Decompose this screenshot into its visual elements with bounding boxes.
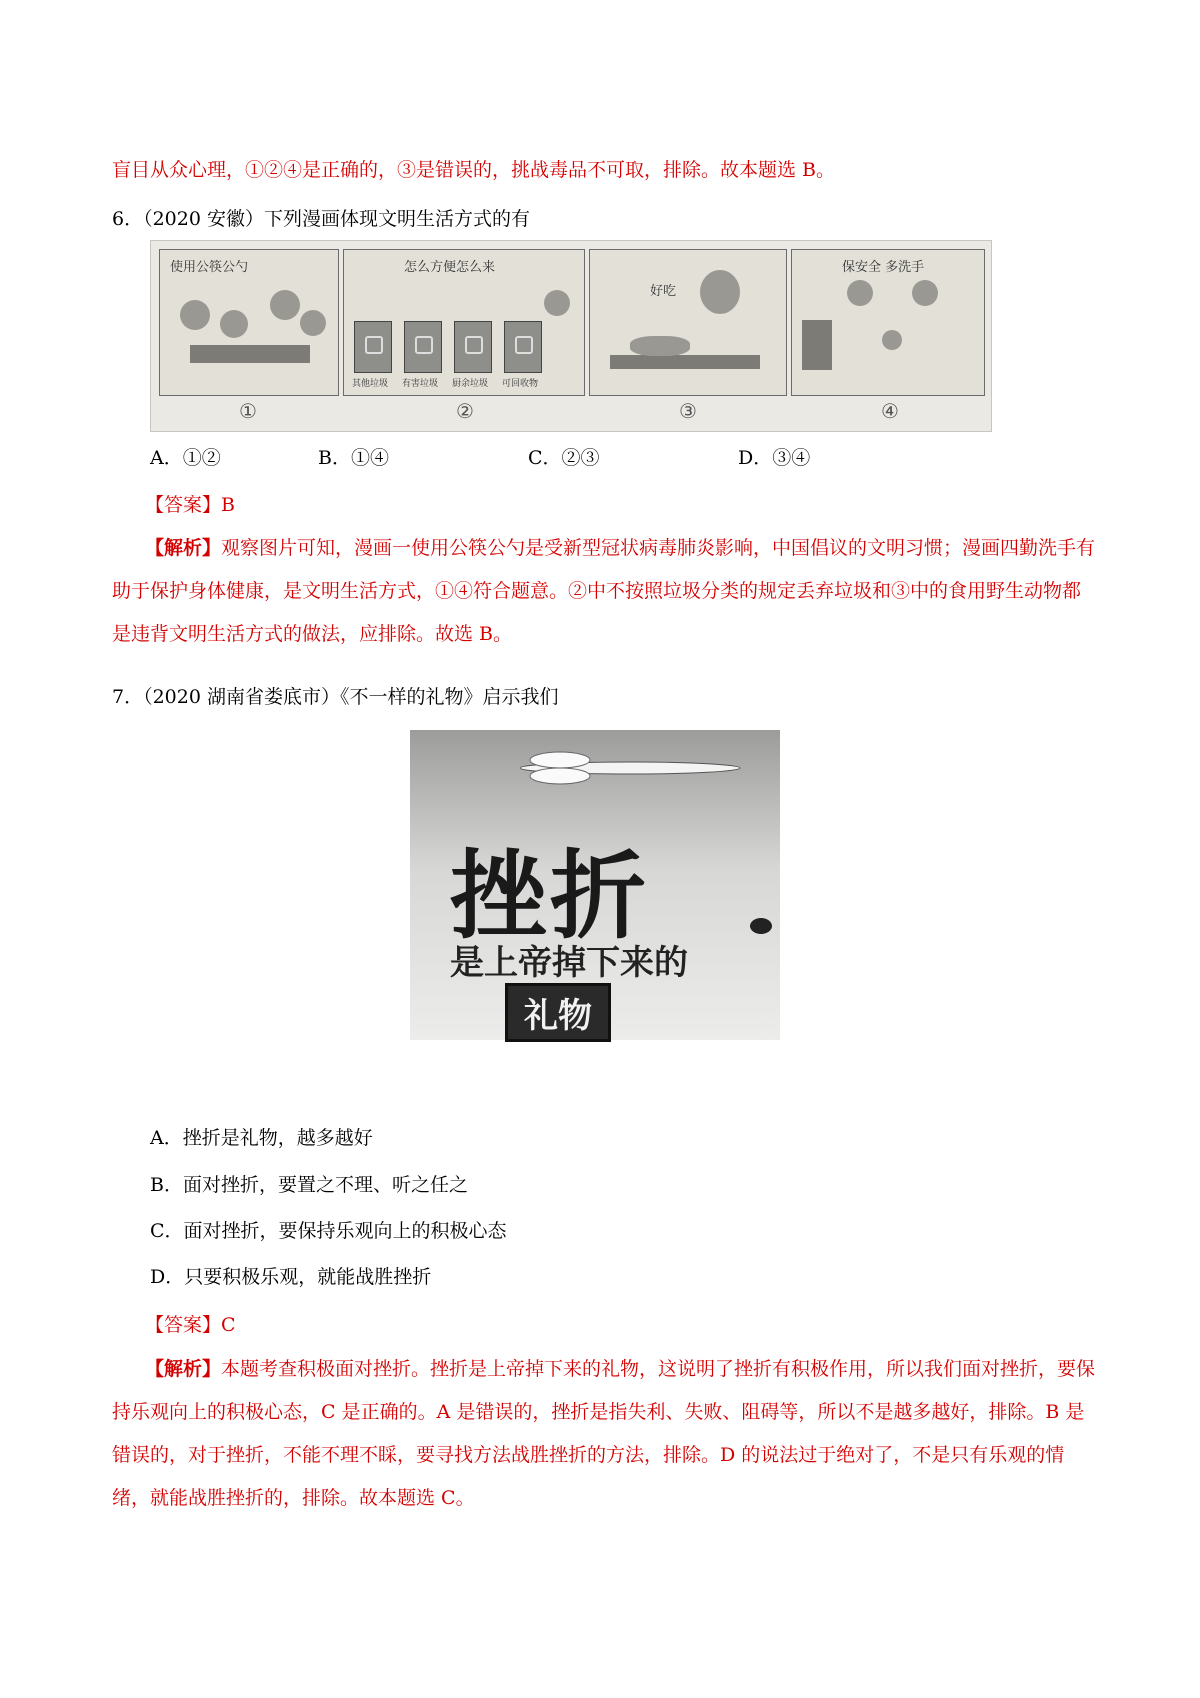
q6-answer-tag: 【答案】	[145, 494, 222, 516]
question-6-stem: 6．（2020 安徽）下列漫画体现文明生活方式的有	[112, 208, 530, 230]
comic-panel-3	[589, 249, 787, 396]
q6-option-c: C．②③	[528, 447, 600, 469]
q7-analysis-tag: 【解析】	[145, 1358, 222, 1380]
q7-answer	[145, 1310, 236, 1337]
q6-answer	[145, 490, 235, 517]
comic-panel-4-number: ④	[881, 399, 899, 423]
previous-explanation-tail: 盲目从众心理，①②④是正确的，③是错误的，挑战毒品不可取，排除。故本题选 B。	[112, 159, 836, 181]
q7-answer-tag: 【答案】	[145, 1314, 222, 1336]
question-6-comic-image	[150, 240, 992, 432]
poster-gift-box	[505, 983, 611, 1042]
question-7-stem: 7．（2020 湖南省娄底市）《不一样的礼物》启示我们	[112, 686, 559, 708]
comic-panel-2-caption: 怎么方便怎么来	[404, 260, 496, 275]
q7-analysis-text: 本题考查积极面对挫折。挫折是上帝掉下来的礼物，这说明了挫折有积极作用，所以我们面对挫折，要保持乐观向上的积极心态，C 是正确的。A 是错误的，挫折是指失利、失败、阻碍等，所以不是越多越好，排除。B 是错误的，对于挫折，不能不理不睬，要寻找方法战胜挫折的方法，排除。D 的说法过于绝对了，不是只有乐观的情绪，就能战胜挫折的，排除。故本题选 C。	[112, 1358, 1096, 1509]
poster-gift-text: 礼物	[524, 996, 592, 1036]
comic-panel-1-number: ①	[239, 399, 257, 423]
comic-panel-3-caption: 好吃	[650, 284, 677, 299]
ladybug-icon	[750, 918, 772, 934]
q7-option-d: D．只要积极乐观，就能战胜挫折	[150, 1266, 432, 1288]
comic-panel-2	[343, 249, 585, 396]
bin-label-2: 有害垃圾	[402, 379, 439, 389]
q6-analysis	[112, 527, 1097, 656]
q7-analysis	[112, 1348, 1097, 1520]
comic-panel-1-caption: 使用公筷公勺	[170, 260, 249, 275]
bin-label-4: 可回收物	[502, 379, 539, 389]
question-7-poster-image	[410, 730, 780, 1040]
q6-option-a: A．①②	[150, 447, 221, 469]
q6-answer-value: B	[221, 494, 235, 516]
comic-panel-1	[159, 249, 339, 396]
q6-option-d: D．③④	[738, 447, 811, 469]
q7-option-b: B．面对挫折，要置之不理、听之任之	[150, 1174, 468, 1196]
comic-panel-4-caption: 保安全 多洗手	[842, 260, 925, 275]
comic-panel-3-number: ③	[679, 399, 697, 423]
q7-option-a: A．挫折是礼物，越多越好	[150, 1127, 373, 1149]
poster-headline: 挫折	[450, 840, 650, 952]
comic-panel-4	[791, 249, 985, 396]
dragonfly-icon	[520, 748, 750, 788]
q6-option-b: B．①④	[318, 447, 389, 469]
bin-label-1: 其他垃圾	[352, 379, 389, 389]
q7-option-c: C．面对挫折，要保持乐观向上的积极心态	[150, 1220, 507, 1242]
q7-answer-value: C	[221, 1314, 236, 1336]
bin-label-3: 厨余垃圾	[452, 379, 489, 389]
poster-subline: 是上帝掉下来的	[450, 943, 688, 983]
q6-analysis-text: 观察图片可知，漫画一使用公筷公勺是受新型冠状病毒肺炎影响，中国倡议的文明习惯；漫画四勤洗手有助于保护身体健康，是文明生活方式，①④符合题意。②中不按照垃圾分类的规定丢弃垃圾和③中的食用野生动物都是违背文明生活方式的做法，应排除。故选 B。	[112, 537, 1096, 645]
comic-panel-2-number: ②	[456, 399, 474, 423]
q6-analysis-tag: 【解析】	[145, 537, 222, 559]
